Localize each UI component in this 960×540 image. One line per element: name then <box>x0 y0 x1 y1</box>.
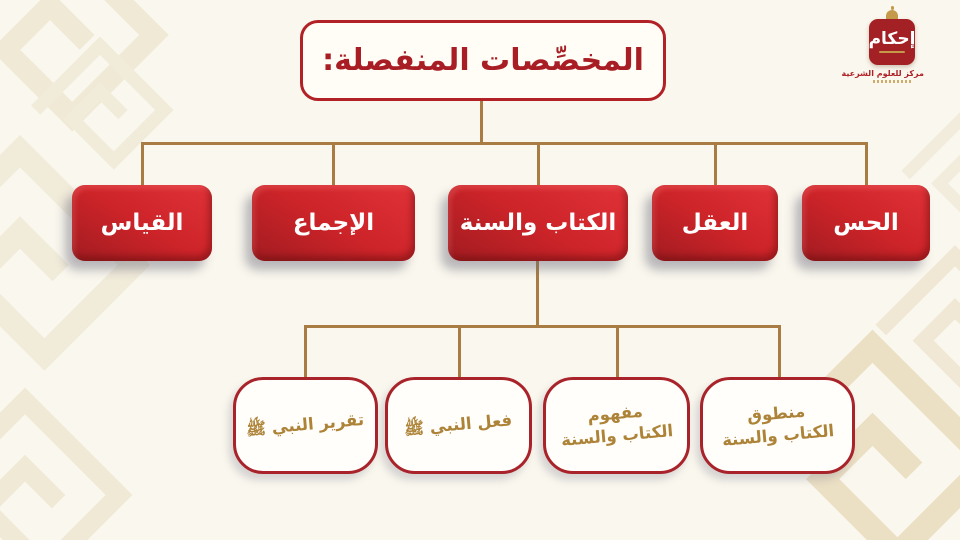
connector-stub-hiss <box>865 142 868 186</box>
background-pattern-ornament <box>0 102 183 427</box>
logo-tagline: مركز للعلوم الشرعية <box>841 69 924 78</box>
node-mafhum-label: مفهوم الكتاب والسنة <box>560 401 675 451</box>
title-box <box>300 20 666 101</box>
connector-stub-fil <box>458 325 461 378</box>
node-qiyas <box>72 185 212 261</box>
node-fil-nabi <box>385 377 532 474</box>
connector-level1-horizontal <box>141 142 868 145</box>
connector-stub-taqrir <box>304 325 307 378</box>
node-taqrir-nabi-label: تقرير النبي ﷺ <box>245 410 366 440</box>
node-ijma <box>252 185 415 261</box>
background-pattern-ornament <box>0 0 198 183</box>
node-kitab-sunnah <box>448 185 628 261</box>
background-pattern-ornament <box>0 361 159 540</box>
page-title: المخصِّصات المنفصلة: <box>322 43 644 78</box>
logo-wordmark: إحكام <box>868 29 916 49</box>
connector-stub-kitab-sunnah <box>537 142 540 186</box>
node-qiyas-label: القياس <box>100 210 184 236</box>
logo <box>841 10 924 83</box>
connector-title-down <box>480 101 483 145</box>
background-pattern-ornament <box>8 18 192 202</box>
connector-stub-aql <box>714 142 717 186</box>
node-fil-nabi-label: فعل النبي ﷺ <box>403 410 514 440</box>
node-mafhum <box>543 377 690 474</box>
node-taqrir-nabi <box>233 377 378 474</box>
node-mantuq-label: منطوق الكتاب والسنة <box>721 401 836 451</box>
node-ijma-label: الإجماع <box>292 210 375 236</box>
logo-underline <box>879 51 905 53</box>
connector-stub-ijma <box>332 142 335 186</box>
node-mantuq <box>700 377 855 474</box>
node-aql-label: العقل <box>681 210 749 236</box>
connector-stub-qiyas <box>141 142 144 186</box>
connector-level2-horizontal <box>304 325 781 328</box>
node-aql <box>652 185 778 261</box>
connector-stub-mafhum <box>616 325 619 378</box>
node-hiss-label: الحس <box>833 210 899 236</box>
node-kitab-sunnah-label: الكتاب والسنة <box>459 210 617 236</box>
logo-small-print <box>873 80 911 83</box>
connector-stub-mantuq <box>778 325 781 378</box>
node-hiss <box>802 185 930 261</box>
logo-dome-icon <box>886 10 898 19</box>
logo-mark <box>869 19 915 65</box>
connector-kitab-down <box>536 261 539 328</box>
